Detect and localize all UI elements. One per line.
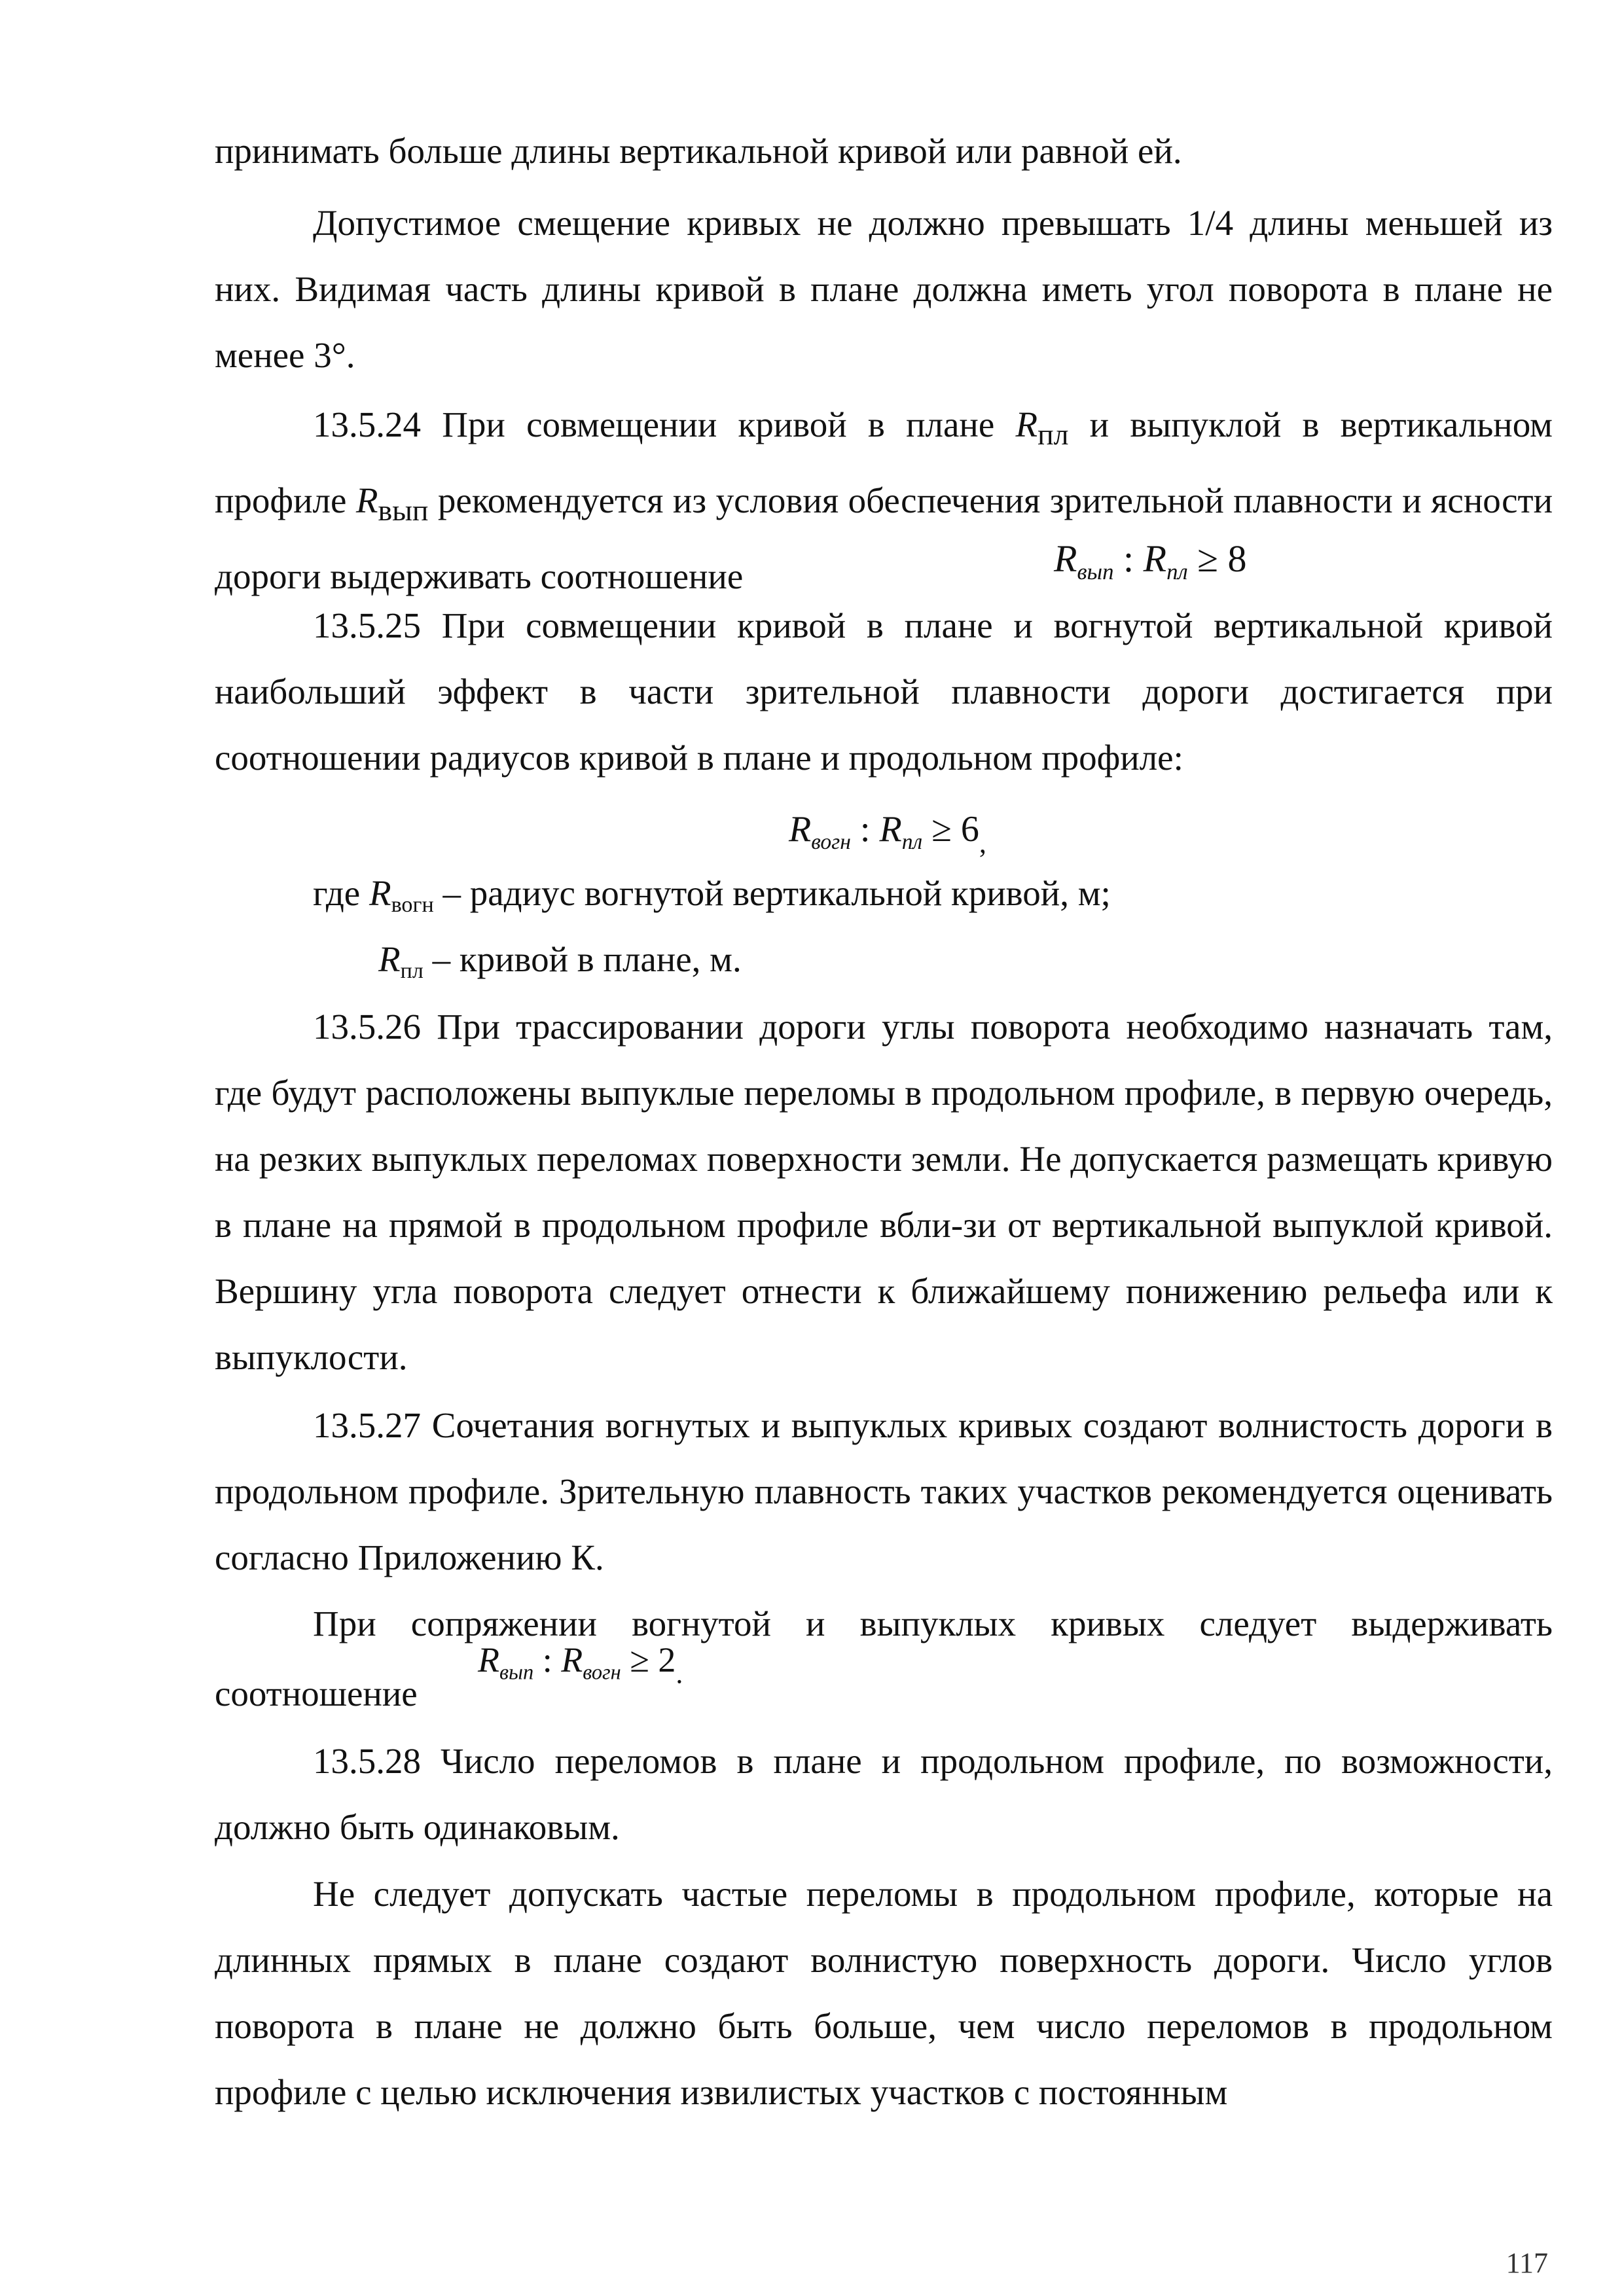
formula1-r2: R [1143,537,1167,580]
formula1-s1: вып [1077,559,1114,585]
symbol-r-vyp: R [355,480,378,520]
formula2-tail: , [979,827,986,859]
def2-symbol: R [378,939,401,979]
formula2-r2: R [879,809,902,850]
page-number: 117 [1506,2247,1548,2279]
formula-r-vyp-r-vogn [478,1640,683,1691]
conjugation-continuation: соотношение [215,1674,418,1713]
formula3-tail: . [676,1657,683,1690]
formula-r-vogn-r-pl [789,808,986,860]
formula1-s2: пл [1166,559,1188,585]
formula3-r2: R [561,1640,583,1679]
paragraph-13-5-25: 13.5.25 При совмещении кривой в плане и вогнутой вертикальной кривой наибольший эффект в части зрительной плавности дороги достигается при соотношении радиусов кривой в плане и продольном профиле: [215,605,1553,778]
def2-text: – кривой в плане, м. [423,939,742,979]
def1-prefix: где [313,873,369,913]
formula1-r1: R [1054,537,1077,580]
paragraph-13-5-27: 13.5.27 Сочетания вогнутых и выпуклых кривых создают волнистость дороги в продольном профиле. Зрительную плавность таких участков рекомендуется оценивать согласно Приложению К. [215,1405,1553,1577]
def2-sub: пл [400,959,424,984]
paragraph-no-frequent-breaks: Не следует допускать частые переломы в продольном профиле, которые на длинных прямых в плане создают волнистую поверхность дороги. Число углов поворота в плане не должно быть больше, чем число переломов в продольном профиле с целью исключения извилистых участков с постоянным [215,1874,1553,2112]
formula2-s2: пл [901,829,923,854]
formula3-s2: вогн [583,1660,621,1685]
p3-text-a: 13.5.24 При совмещении кривой в плане [313,404,1016,444]
formula2-s1: вогн [811,829,851,854]
formula1-rel: ≥ 8 [1187,537,1247,580]
paragraph-13-5-26: 13.5.26 При трассировании дороги углы поворота необходимо назначать там, где будут расположены выпуклые переломы в продольном профиле, в первую очередь, на резких выпуклых переломах поверхности земли. Не допускается размещать кривую в плане на прямой в продольном профиле вбли-зи от вертикальной выпуклой кривой. Вершину угла поворота следует отнести к ближайшему понижению рельефа или к выпуклости. [215,1007,1553,1377]
paragraph-13-5-24 [215,391,1553,609]
paragraph-curve-length: принимать больше длины вертикальной кривой или равной ей. [215,131,1182,171]
p3-text-b: и выпуклой в вертикальном профиле [215,404,1553,520]
def1-symbol: R [369,873,391,913]
symbol-r-pl: R [1015,404,1038,444]
formula3-rel: ≥ 2 [621,1640,676,1679]
formula2-rel: ≥ 6 [922,809,979,850]
formula2-sep: : [850,809,880,850]
formula3-sep: : [533,1640,562,1679]
symbol-r-vyp-sub: вып [378,493,429,527]
formula3-s1: вып [499,1660,534,1685]
p3-text-c: рекомендуется из условия обеспечения зрительной плавности и ясности дороги выдерживать соотношение [215,480,1553,596]
paragraph-conjugation: При сопряжении вогнутой и выпуклых кривых следует выдерживать [313,1604,1553,1643]
formula-r-vyp-r-pl [1054,537,1247,585]
definition-r-pl [378,926,742,1004]
def1-sub: вогн [391,893,434,918]
paragraph-13-5-28: 13.5.28 Число переломов в плане и продольном профиле, по возможности, должно быть одинаковым. [215,1741,1553,1847]
def1-text: – радиус вогнутой вертикальной кривой, м; [433,873,1111,913]
symbol-r-pl-sub: пл [1038,418,1069,451]
formula2-r1: R [789,809,812,850]
formula3-r1: R [478,1640,499,1679]
formula1-sep: : [1113,537,1144,580]
paragraph-curve-offset: Допустимое смещение кривых не должно превышать 1/4 длины меньшей из них. Видимая часть длины кривой в плане должна иметь угол поворота в плане не менее 3°. [215,203,1553,375]
